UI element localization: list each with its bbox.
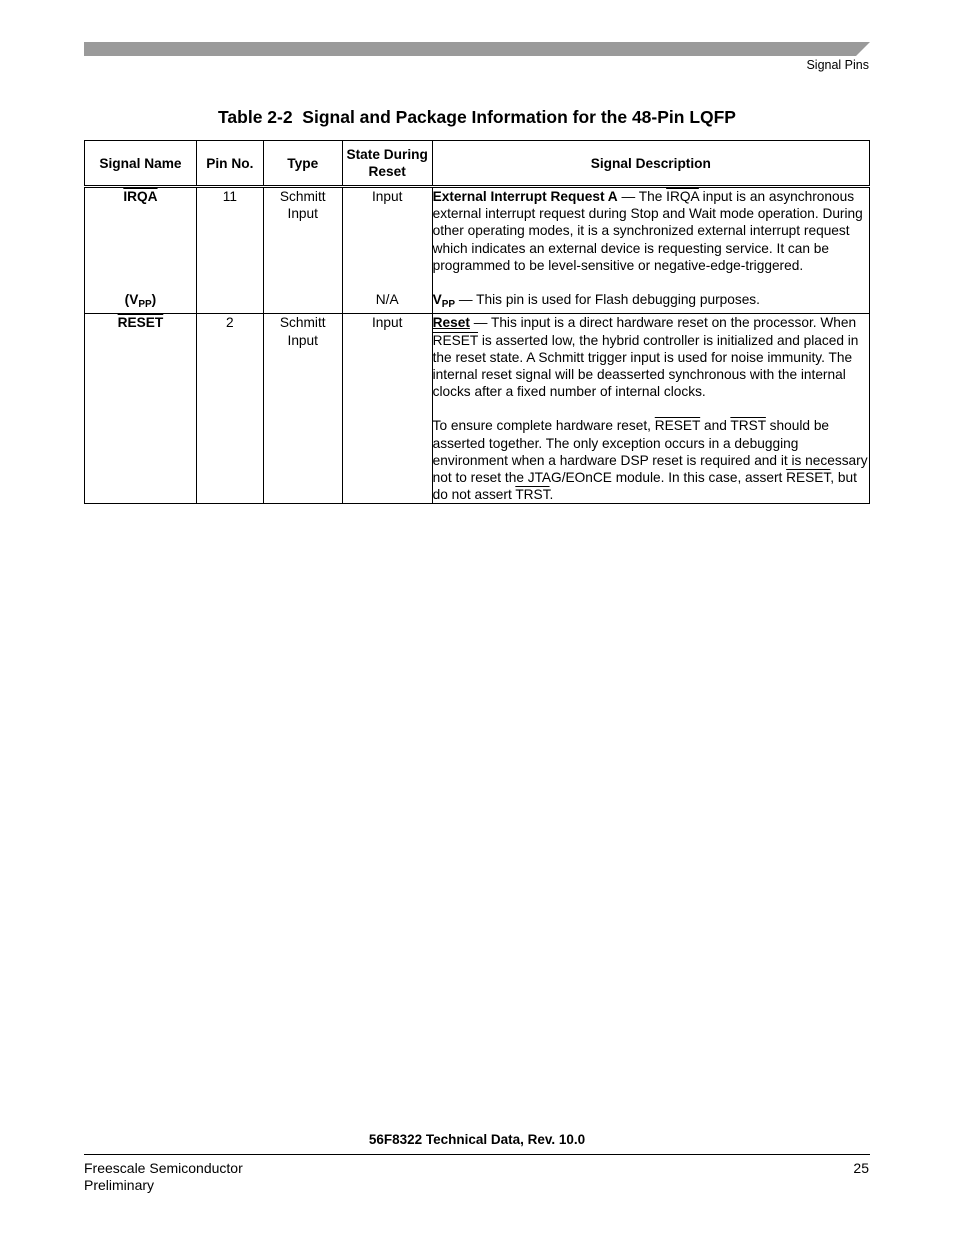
alt-description-subscript: PP — [441, 299, 456, 311]
state-cell — [342, 187, 432, 314]
overlined-signal: TRST — [515, 487, 550, 503]
description-text: — The — [617, 189, 667, 204]
description-paragraph — [433, 188, 869, 274]
alt-signal-suffix: ) — [151, 292, 157, 308]
description-lead: External Interrupt Request A — [432, 189, 618, 204]
description-cell — [432, 314, 869, 504]
header-bar — [84, 42, 870, 56]
alt-signal-prefix: (V — [124, 292, 139, 308]
description-text: and — [700, 418, 731, 434]
alt-description-lead: V — [432, 292, 442, 308]
alt-description-paragraph — [433, 291, 869, 313]
header-bar-graphic — [84, 42, 870, 56]
description-text: To ensure complete hardware reset, — [432, 418, 655, 434]
description-cell — [432, 187, 869, 314]
description-text: is asserted low, the hybrid controller is initialized and placed in the reset state. A Schmitt trigger input is used for noise immunity. The internal reset signal will be deasserted synchronous with the internal clocks after a fixed number of internal clocks. — [432, 332, 859, 400]
overlined-signal: RESET — [432, 332, 479, 348]
state-cell: Input — [342, 314, 432, 504]
signal-name-cell — [85, 187, 197, 314]
signal-table — [84, 140, 870, 504]
overlined-signal: IRQA — [666, 189, 699, 204]
description-paragraph-2 — [433, 417, 869, 503]
overlined-signal: TRST — [730, 418, 766, 434]
type-line1: Schmitt — [279, 315, 326, 331]
col-header-state-during-reset — [342, 141, 432, 187]
signal-name: RESET — [117, 315, 164, 331]
overlined-signal: RESET — [786, 470, 831, 486]
alt-signal-subscript: PP — [138, 299, 152, 311]
pin-no-cell: 2 — [196, 314, 263, 504]
alt-signal-name — [85, 291, 196, 313]
type-line1: Schmitt — [279, 189, 326, 204]
description-text: — This input is a direct hardware reset on the processor. When — [469, 315, 857, 331]
col-header-signal-description: Signal Description — [432, 141, 869, 187]
footer-doc-title: 56F8322 Technical Data, Rev. 10.0 — [368, 1132, 586, 1147]
table-row — [85, 187, 870, 314]
state-value: Input — [371, 189, 403, 204]
footer-page-number: 25 — [853, 1160, 869, 1176]
col-header-signal-name: Signal Name — [85, 141, 197, 187]
footer-divider — [84, 1154, 870, 1155]
alt-state-value: N/A — [375, 292, 399, 308]
type-cell — [263, 187, 342, 314]
description-paragraph — [433, 314, 869, 400]
pin-no-cell: 11 — [196, 187, 263, 314]
footer-company: Freescale Semiconductor — [84, 1160, 243, 1176]
signal-name-cell — [85, 314, 197, 504]
type-line2: Input — [287, 206, 318, 222]
description-text: input is an asynchronous external interrupt request during Stop and Wait mode operation. During other operating modes, it is a synchronized external interrupt request which indicates an external device is requesting service. It can be programmed to be level-sensitive or negative-edge-triggered. — [432, 189, 863, 273]
footer-left — [84, 1160, 243, 1194]
table-title: Table 2-2 Signal and Package Information for the 48-Pin LQFP — [218, 107, 736, 127]
description-text: should be asserted together. The only exception occurs in a debugging environment when a hardware DSP reset is required and it is necessary not to reset the JTAG/EOnCE module. In this case, assert — [432, 418, 868, 486]
footer-status: Preliminary — [84, 1177, 155, 1193]
overlined-signal: RESET — [654, 418, 701, 434]
description-text: . — [549, 487, 554, 503]
state-header-line1: State During — [346, 147, 428, 162]
signal-name: IRQA — [123, 189, 158, 204]
alt-description-text: — This pin is used for Flash debugging purposes. — [455, 292, 760, 308]
type-cell — [263, 314, 342, 504]
type-line2: Input — [287, 332, 318, 348]
col-header-pin-no: Pin No. — [196, 141, 263, 187]
state-header-line2: Reset — [368, 164, 406, 179]
description-lead: Reset — [432, 315, 470, 331]
col-header-type: Type — [263, 141, 342, 187]
table-header-row — [85, 141, 870, 187]
table-row — [85, 314, 870, 504]
description-text: , but do not assert — [432, 470, 857, 503]
section-label: Signal Pins — [806, 58, 869, 72]
